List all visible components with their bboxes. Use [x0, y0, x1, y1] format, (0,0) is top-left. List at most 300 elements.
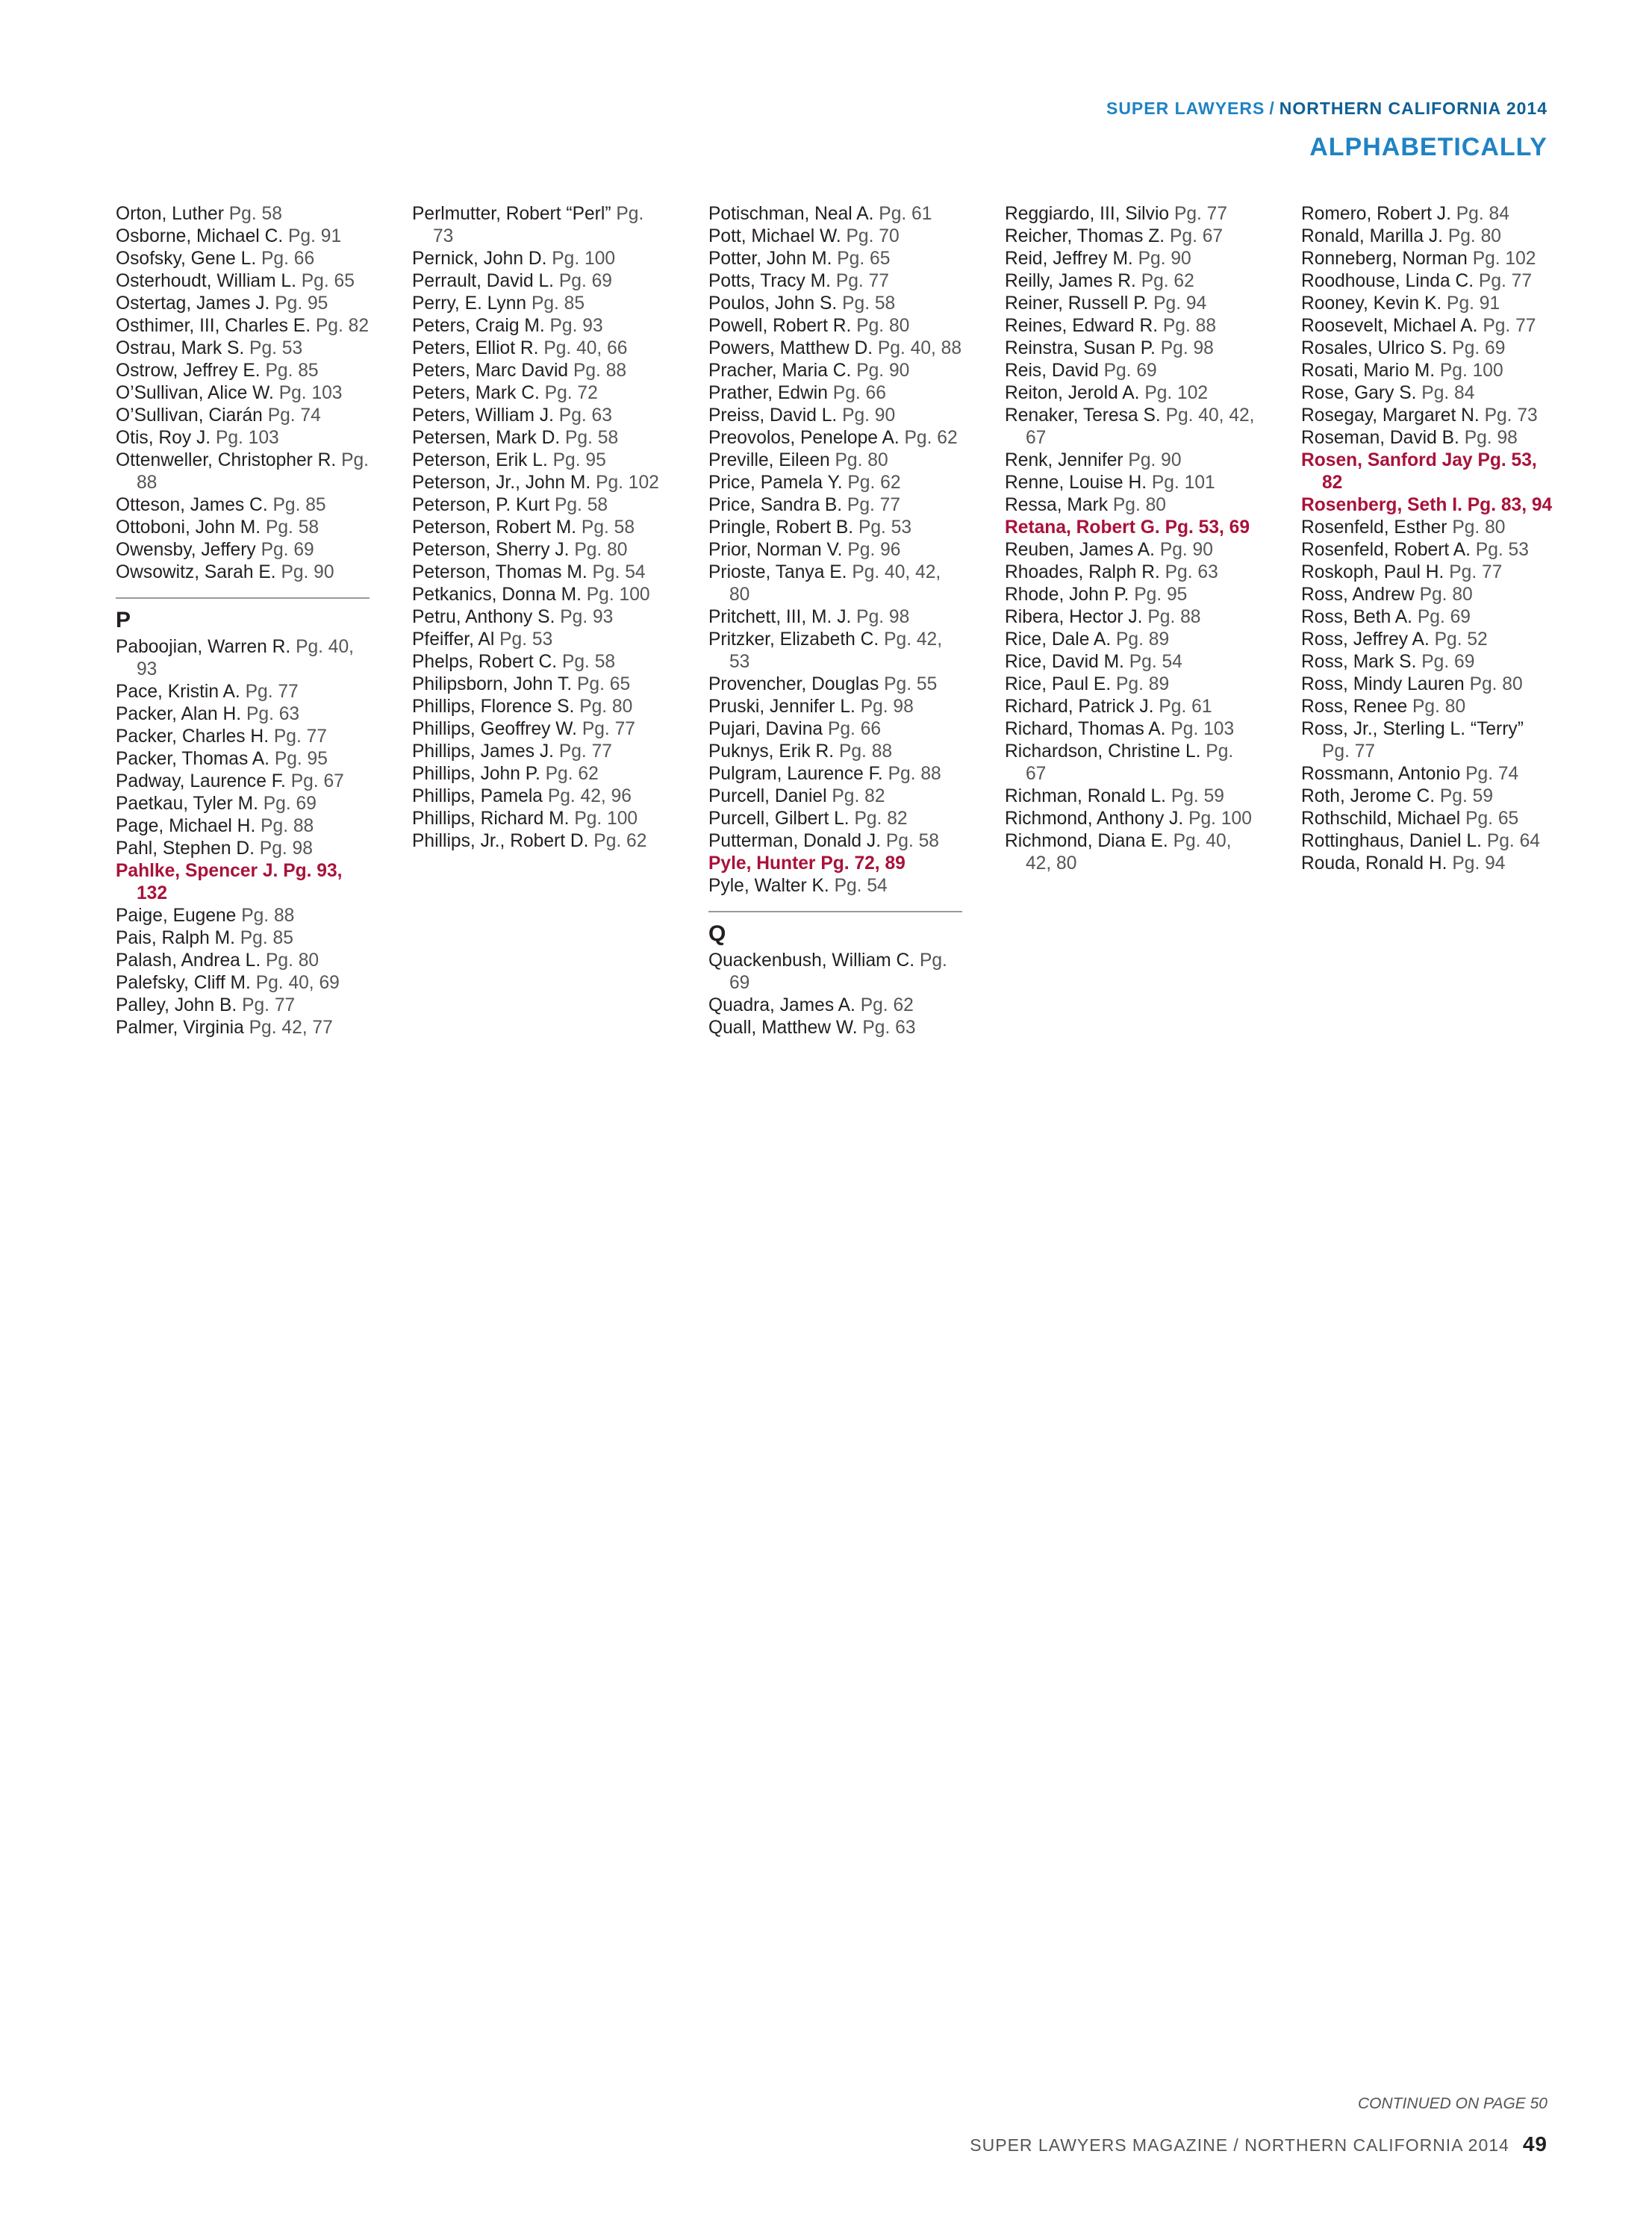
- entry-name: Ross, Mark S.: [1301, 652, 1417, 672]
- index-entry: [1005, 785, 1259, 808]
- entry-page-ref: Pg. 85: [265, 361, 319, 381]
- index-column-5: [1301, 203, 1555, 875]
- entry-page-ref: Pg. 65: [577, 674, 631, 694]
- entry-name: Richard, Patrick J.: [1005, 697, 1154, 717]
- index-entry: [1005, 517, 1259, 539]
- entry-page-ref: Pg. 40, 88: [877, 338, 962, 358]
- entry-name: Otteson, James C.: [116, 495, 268, 515]
- index-entry: [1301, 449, 1555, 494]
- entry-name: Renne, Louise H.: [1005, 473, 1147, 493]
- index-entry: [708, 763, 962, 785]
- index-entry: [412, 696, 666, 718]
- index-entry: [116, 860, 370, 905]
- index-entry: [708, 293, 962, 315]
- entry-page-ref: Pg. 77: [582, 719, 635, 739]
- entry-name: Peters, Elliot R.: [412, 338, 539, 358]
- entry-name: Pritchett, III, M. J.: [708, 607, 852, 627]
- entry-page-ref: Pg. 88: [241, 906, 295, 926]
- entry-name: Pujari, Davina: [708, 719, 823, 739]
- entry-page-ref: Pg. 88: [1162, 316, 1216, 336]
- index-entry: [116, 449, 370, 494]
- index-entry: [116, 927, 370, 950]
- entry-name: Pernick, John D.: [412, 249, 547, 269]
- index-entry: [1005, 718, 1259, 741]
- entry-name: Pahlke, Spencer J.: [116, 861, 278, 881]
- index-section: [116, 597, 370, 1039]
- entry-name: Rosenfeld, Esther: [1301, 517, 1447, 538]
- index-column-3: [708, 203, 962, 1039]
- entry-name: Ribera, Hector J.: [1005, 607, 1143, 627]
- entry-page-ref: Pg. 59: [1439, 786, 1494, 806]
- index-entry: [1005, 270, 1259, 293]
- index-entry: [1301, 293, 1555, 315]
- entry-name: Rothschild, Michael: [1301, 809, 1461, 829]
- index-entry: [412, 427, 666, 449]
- entry-page-ref: Pg. 62: [593, 831, 647, 851]
- entry-name: Petru, Anthony S.: [412, 607, 555, 627]
- entry-page-ref: Pg. 65: [301, 271, 355, 291]
- index-entry: [1301, 427, 1555, 449]
- index-entry: [116, 382, 370, 405]
- index-entry: [1005, 382, 1259, 405]
- entry-page-ref: Pg. 58: [265, 517, 320, 538]
- index-entry: [1005, 808, 1259, 830]
- entry-name: Ottoboni, John M.: [116, 517, 261, 538]
- index-entry: [412, 561, 666, 584]
- header-brand: SUPER LAWYERS: [1106, 99, 1265, 118]
- index-entry: [1005, 629, 1259, 651]
- entry-page-ref: Pg. 77: [1322, 741, 1376, 762]
- index-entry: [708, 785, 962, 808]
- entry-page-ref: Pg. 69: [263, 794, 317, 814]
- index-entry: [412, 337, 666, 360]
- entry-name: Pracher, Maria C.: [708, 361, 852, 381]
- entry-name: Paetkau, Tyler M.: [116, 794, 258, 814]
- index-entry: [1301, 270, 1555, 293]
- entry-page-ref: Pg. 85: [272, 495, 326, 515]
- index-entry: [412, 203, 666, 248]
- entry-name: Pahl, Stephen D.: [116, 838, 255, 859]
- index-entry: [412, 741, 666, 763]
- index-entry: [1005, 830, 1259, 875]
- entry-name: Peters, Mark C.: [412, 383, 540, 403]
- entry-name: Rosenfeld, Robert A.: [1301, 540, 1471, 560]
- index-entry: [116, 405, 370, 427]
- entry-page-ref: Pg. 94: [1452, 853, 1506, 874]
- entry-page-ref: Pg. 89: [1116, 629, 1170, 650]
- entry-page-ref: Pg. 82: [854, 809, 908, 829]
- entry-page-ref: Pg. 90: [1138, 249, 1191, 269]
- entry-name: Reiton, Jerold A.: [1005, 383, 1140, 403]
- entry-name: Pfeiffer, Al: [412, 629, 495, 650]
- index-entry: [116, 427, 370, 449]
- entry-page-ref: Pg. 91: [288, 226, 342, 246]
- index-entry: [1301, 651, 1555, 673]
- index-entry: [1301, 405, 1555, 427]
- entry-name: Powers, Matthew D.: [708, 338, 873, 358]
- entry-page-ref: Pg. 88: [1147, 607, 1201, 627]
- entry-name: Prather, Edwin: [708, 383, 828, 403]
- entry-page-ref: Pg. 90: [1128, 450, 1182, 470]
- index-entry: [1005, 651, 1259, 673]
- entry-name: Rice, David M.: [1005, 652, 1124, 672]
- index-entry: [412, 539, 666, 561]
- entry-name: Peterson, Thomas M.: [412, 562, 587, 582]
- entry-page-ref: Pg. 64: [1486, 831, 1540, 851]
- index-entry: [1005, 584, 1259, 606]
- entry-name: Peterson, Sherry J.: [412, 540, 570, 560]
- entry-name: Ross, Mindy Lauren: [1301, 674, 1465, 694]
- index-entry: [708, 405, 962, 427]
- index-entry: [1301, 561, 1555, 584]
- entry-page-ref: Pg. 54: [834, 876, 888, 896]
- entry-name: Rosen, Sanford Jay: [1301, 450, 1473, 470]
- entry-page-ref: Pg. 40, 69: [255, 973, 340, 993]
- entry-name: Ross, Andrew: [1301, 585, 1415, 605]
- entry-name: Rice, Dale A.: [1005, 629, 1112, 650]
- index-entry: [708, 1017, 962, 1039]
- index-entry: [708, 561, 962, 606]
- entry-name: Owsowitz, Sarah E.: [116, 562, 276, 582]
- entry-name: Roth, Jerome C.: [1301, 786, 1436, 806]
- entry-page-ref: Pg. 72, 89: [820, 853, 906, 874]
- entry-page-ref: Pg. 61: [879, 204, 932, 224]
- entry-name: Quadra, James A.: [708, 995, 855, 1015]
- index-entry: [1301, 584, 1555, 606]
- entry-name: Putterman, Donald J.: [708, 831, 882, 851]
- entry-name: Reis, David: [1005, 361, 1099, 381]
- entry-name: O’Sullivan, Ciarán: [116, 405, 263, 426]
- index-entry: [708, 875, 962, 897]
- index-entry: [1005, 248, 1259, 270]
- index-entry: [1301, 360, 1555, 382]
- entry-name: Ottenweller, Christopher R.: [116, 450, 337, 470]
- index-entry: [1005, 405, 1259, 449]
- entry-name: Roodhouse, Linda C.: [1301, 271, 1474, 291]
- entry-name: Retana, Robert G.: [1005, 517, 1160, 538]
- entry-page-ref: Pg. 103: [1171, 719, 1235, 739]
- index-entry: [708, 203, 962, 225]
- entry-page-ref: Pg. 95: [275, 293, 328, 314]
- entry-page-ref: Pg. 90: [856, 361, 910, 381]
- entry-name: Rosati, Mario M.: [1301, 361, 1436, 381]
- entry-name: Preville, Eileen: [708, 450, 830, 470]
- entry-page-ref: Pg. 103: [278, 383, 343, 403]
- entry-page-ref: Pg. 77: [245, 682, 299, 702]
- entry-page-ref: Pg. 42, 77: [249, 1018, 333, 1038]
- index-entry: [1301, 808, 1555, 830]
- entry-page-ref: Pg. 62: [1141, 271, 1194, 291]
- entry-page-ref: Pg. 69: [1417, 607, 1471, 627]
- running-header: [1106, 99, 1547, 119]
- entry-page-ref: Pg. 77: [1478, 271, 1533, 291]
- index-entry: [116, 270, 370, 293]
- entry-name: Ronneberg, Norman: [1301, 249, 1468, 269]
- entry-page-ref: Pg. 77: [1449, 562, 1503, 582]
- entry-name: Paige, Eugene: [116, 906, 237, 926]
- index-entry: [1301, 830, 1555, 853]
- index-block: [1005, 203, 1259, 875]
- index-entry: [412, 808, 666, 830]
- index-entry: [1005, 293, 1259, 315]
- entry-page-ref: Pg. 69: [1103, 361, 1157, 381]
- entry-name: Prioste, Tanya E.: [708, 562, 847, 582]
- entry-name: Petkanics, Donna M.: [412, 585, 582, 605]
- index-entry: [116, 539, 370, 561]
- entry-page-ref: Pg. 98: [860, 697, 914, 717]
- entry-page-ref: Pg. 63: [246, 704, 300, 724]
- index-block: [708, 203, 962, 897]
- entry-name: Purcell, Gilbert L.: [708, 809, 850, 829]
- index-entry: [412, 315, 666, 337]
- entry-page-ref: Pg. 53, 69: [1165, 517, 1250, 538]
- entry-page-ref: Pg. 65: [1465, 809, 1519, 829]
- entry-name: Osborne, Michael C.: [116, 226, 284, 246]
- entry-name: Phelps, Robert C.: [412, 652, 558, 672]
- entry-page-ref: Pg. 95: [274, 749, 328, 769]
- entry-name: Renaker, Teresa S.: [1005, 405, 1161, 426]
- entry-page-ref: Pg. 88: [573, 361, 627, 381]
- entry-name: Powell, Robert R.: [708, 316, 852, 336]
- entry-name: Reines, Edward R.: [1005, 316, 1159, 336]
- index-entry: [1301, 337, 1555, 360]
- index-entry: [708, 315, 962, 337]
- entry-page-ref: Pg. 58: [885, 831, 939, 851]
- entry-name: Roseman, David B.: [1301, 428, 1459, 448]
- index-entry: [116, 203, 370, 225]
- entry-name: Phillips, James J.: [412, 741, 554, 762]
- entry-page-ref: Pg. 66: [832, 383, 886, 403]
- entry-name: Reilly, James R.: [1005, 271, 1136, 291]
- index-entry: [116, 315, 370, 337]
- header-separator: /: [1269, 99, 1275, 118]
- index-entry: [116, 225, 370, 248]
- entry-name: Peterson, Erik L.: [412, 450, 548, 470]
- entry-name: Reicher, Thomas Z.: [1005, 226, 1165, 246]
- entry-name: Reid, Jeffrey M.: [1005, 249, 1133, 269]
- entry-name: Packer, Charles H.: [116, 726, 269, 747]
- entry-name: Pyle, Walter K.: [708, 876, 829, 896]
- entry-page-ref: Pg. 53: [249, 338, 303, 358]
- entry-page-ref: Pg. 102: [596, 473, 659, 493]
- page-number: 49: [1522, 2132, 1547, 2156]
- index-entry: [708, 673, 962, 696]
- index-entry: [708, 696, 962, 718]
- entry-page-ref: Pg. 54: [592, 562, 646, 582]
- index-entry: [1301, 718, 1555, 763]
- entry-page-ref: Pg. 58: [561, 652, 616, 672]
- entry-name: Phillips, Pamela: [412, 786, 543, 806]
- index-entry: [116, 748, 370, 771]
- entry-page-ref: Pg. 73: [433, 204, 644, 246]
- entry-page-ref: Pg. 94: [1153, 293, 1207, 314]
- index-entry: [1301, 763, 1555, 785]
- entry-name: Peterson, Robert M.: [412, 517, 577, 538]
- index-entry: [708, 449, 962, 472]
- entry-name: Osofsky, Gene L.: [116, 249, 257, 269]
- index-entry: [1005, 315, 1259, 337]
- index-entry: [412, 763, 666, 785]
- index-entry: [708, 995, 962, 1017]
- entry-page-ref: Pg. 85: [531, 293, 585, 314]
- entry-page-ref: Pg. 93: [560, 607, 614, 627]
- entry-name: Perry, E. Lynn: [412, 293, 527, 314]
- index-entry: [1301, 673, 1555, 696]
- entry-page-ref: Pg. 90: [842, 405, 896, 426]
- entry-page-ref: Pg. 63: [558, 405, 612, 426]
- entry-page-ref: Pg. 90: [281, 562, 334, 582]
- entry-page-ref: Pg. 82: [832, 786, 885, 806]
- entry-name: Palash, Andrea L.: [116, 950, 261, 971]
- index-entry: [116, 494, 370, 517]
- page-title: ALPHABETICALLY: [1309, 133, 1547, 161]
- entry-name: Reiner, Russell P.: [1005, 293, 1149, 314]
- entry-page-ref: Pg. 53: [499, 629, 553, 650]
- entry-name: Pringle, Robert B.: [708, 517, 854, 538]
- index-entry: [1301, 315, 1555, 337]
- entry-page-ref: Pg. 83, 94: [1467, 495, 1553, 515]
- index-entry: [1005, 225, 1259, 248]
- entry-name: Pyle, Hunter: [708, 853, 816, 874]
- entry-page-ref: Pg. 58: [554, 495, 608, 515]
- entry-page-ref: Pg. 42, 96: [547, 786, 632, 806]
- entry-name: Perrault, David L.: [412, 271, 555, 291]
- index-entry: [708, 718, 962, 741]
- index-entry: [708, 853, 962, 875]
- entry-page-ref: Pg. 40, 42, 80: [729, 562, 941, 605]
- index-entry: [1301, 539, 1555, 561]
- index-entry: [116, 950, 370, 972]
- index-entry: [1005, 696, 1259, 718]
- entry-page-ref: Pg. 88: [838, 741, 893, 762]
- entry-page-ref: Pg. 80: [1412, 697, 1466, 717]
- entry-name: Ronald, Marilla J.: [1301, 226, 1443, 246]
- index-entry: [412, 606, 666, 629]
- entry-page-ref: Pg. 84: [1421, 383, 1475, 403]
- index-section: [708, 911, 962, 1039]
- entry-page-ref: Pg. 40, 42, 80: [1026, 831, 1232, 874]
- index-entry: [708, 950, 962, 995]
- index-entry: [412, 270, 666, 293]
- entry-name: Rose, Gary S.: [1301, 383, 1417, 403]
- index-entry: [708, 270, 962, 293]
- entry-name: Provencher, Douglas: [708, 674, 879, 694]
- entry-page-ref: Pg. 53, 82: [1322, 450, 1537, 493]
- entry-name: Peterson, P. Kurt: [412, 495, 550, 515]
- index-entry: [708, 472, 962, 494]
- entry-page-ref: Pg. 77: [273, 726, 327, 747]
- index-entry: [116, 793, 370, 815]
- entry-page-ref: Pg. 80: [1447, 226, 1501, 246]
- index-entry: [116, 561, 370, 584]
- entry-page-ref: Pg. 80: [1112, 495, 1166, 515]
- index-entry: [116, 905, 370, 927]
- index-block: [412, 203, 666, 853]
- index-column-2: [412, 203, 666, 853]
- index-entry: [412, 293, 666, 315]
- entry-page-ref: Pg. 90: [1159, 540, 1213, 560]
- entry-name: Owensby, Jeffery: [116, 540, 256, 560]
- index-entry: [116, 838, 370, 860]
- entry-name: Rosegay, Margaret N.: [1301, 405, 1480, 426]
- entry-page-ref: Pg. 58: [228, 204, 282, 224]
- entry-page-ref: Pg. 88: [261, 816, 314, 836]
- entry-page-ref: Pg. 80: [579, 697, 633, 717]
- entry-name: Palmer, Virginia: [116, 1018, 244, 1038]
- entry-page-ref: Pg. 70: [846, 226, 900, 246]
- entry-name: Rice, Paul E.: [1005, 674, 1112, 694]
- entry-name: Padway, Laurence F.: [116, 771, 286, 791]
- entry-page-ref: Pg. 77: [1173, 204, 1228, 224]
- entry-page-ref: Pg. 74: [267, 405, 321, 426]
- index-entry: [708, 427, 962, 449]
- index-entry: [116, 726, 370, 748]
- entry-name: Rosales, Ulrico S.: [1301, 338, 1447, 358]
- index-entry: [412, 472, 666, 494]
- entry-page-ref: Pg. 98: [856, 607, 910, 627]
- entry-name: Pott, Michael W.: [708, 226, 841, 246]
- entry-page-ref: Pg. 100: [586, 585, 650, 605]
- index-entry: [412, 382, 666, 405]
- header-region: NORTHERN CALIFORNIA 2014: [1279, 99, 1547, 118]
- entry-name: Reggiardo, III, Silvio: [1005, 204, 1170, 224]
- index-entry: [1005, 673, 1259, 696]
- entry-name: Roosevelt, Michael A.: [1301, 316, 1478, 336]
- entry-name: Rhoades, Ralph R.: [1005, 562, 1160, 582]
- index-entry: [708, 741, 962, 763]
- entry-name: Pulgram, Laurence F.: [708, 764, 883, 784]
- entry-name: Pace, Kristin A.: [116, 682, 240, 702]
- index-entry: [1005, 741, 1259, 785]
- entry-page-ref: Pg. 67: [1169, 226, 1224, 246]
- index-entry: [412, 405, 666, 427]
- entry-name: Richmond, Anthony J.: [1005, 809, 1184, 829]
- entry-page-ref: Pg. 96: [847, 540, 901, 560]
- entry-name: Osthimer, III, Charles E.: [116, 316, 311, 336]
- entry-name: Osterhoudt, William L.: [116, 271, 296, 291]
- entry-page-ref: Pg. 88: [137, 450, 370, 493]
- entry-page-ref: Pg. 77: [835, 271, 889, 291]
- entry-name: Ross, Renee: [1301, 697, 1408, 717]
- index-entry: [1301, 517, 1555, 539]
- index-entry: [412, 651, 666, 673]
- entry-name: Quall, Matthew W.: [708, 1018, 858, 1038]
- index-entry: [1005, 472, 1259, 494]
- entry-page-ref: Pg. 80: [574, 540, 628, 560]
- entry-page-ref: Pg. 69: [261, 540, 314, 560]
- index-entry: [708, 629, 962, 673]
- entry-name: Ostrau, Mark S.: [116, 338, 245, 358]
- entry-name: Richman, Ronald L.: [1005, 786, 1166, 806]
- entry-name: Potts, Tracy M.: [708, 271, 831, 291]
- entry-page-ref: Pg. 77: [1483, 316, 1536, 336]
- index-entry: [116, 972, 370, 995]
- entry-name: Paboojian, Warren R.: [116, 637, 291, 657]
- entry-name: Pritzker, Elizabeth C.: [708, 629, 879, 650]
- index-entry: [412, 629, 666, 651]
- entry-page-ref: Pg. 88: [888, 764, 941, 784]
- entry-page-ref: Pg. 77: [242, 995, 296, 1015]
- entry-name: Poulos, John S.: [708, 293, 838, 314]
- index-entry: [708, 225, 962, 248]
- index-entry: [412, 673, 666, 696]
- entry-page-ref: Pg. 58: [842, 293, 896, 314]
- entry-page-ref: Pg. 40, 42, 67: [1026, 405, 1255, 448]
- entry-name: Ostrow, Jeffrey E.: [116, 361, 261, 381]
- entry-name: Philipsborn, John T.: [412, 674, 573, 694]
- entry-name: Peters, Craig M.: [412, 316, 545, 336]
- entry-page-ref: Pg. 40, 66: [543, 338, 628, 358]
